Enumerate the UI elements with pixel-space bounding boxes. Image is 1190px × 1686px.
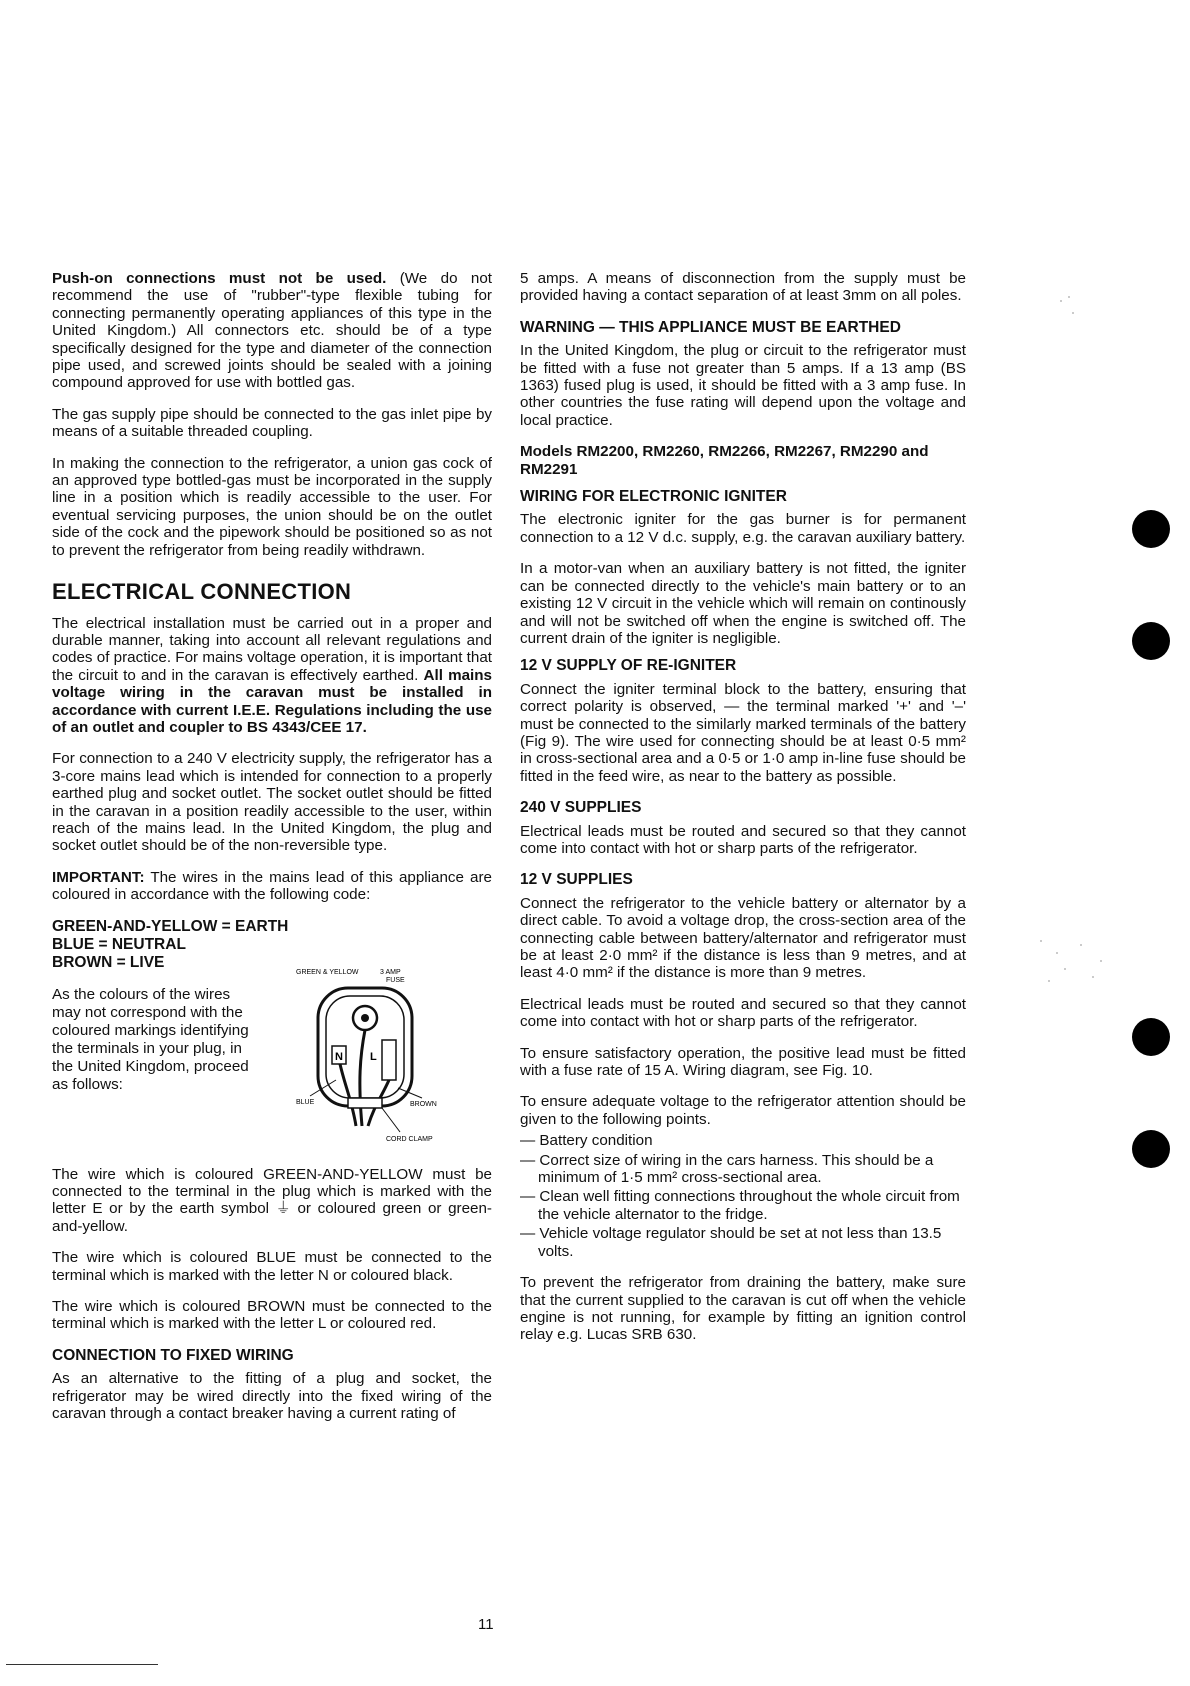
gas-supply-paragraph: The gas supply pipe should be connected to the gas inlet pipe by means of a suitable threaded coupling. [52,405,492,441]
blue-wire-paragraph: The wire which is coloured BLUE must be connected to the terminal which is marked with the letter N or coloured black. [52,1249,492,1284]
wire-colour-code [52,918,492,972]
scan-speck [1060,300,1062,302]
scan-speck [1068,296,1070,298]
scan-speck [1080,944,1082,946]
adequate-voltage-paragraph: To ensure adequate voltage to the refrigerator attention should be given to the following points. [520,1093,966,1128]
12v-cable-paragraph: Connect the refrigerator to the vehicle battery or alternator by a direct cable. To avoid a voltage drop, the cross-section area of the connecting cable between battery/alternator and refrigerator must be at least 2·0 mm² if the distance is less than 9 metres, and at least 4·0 mm² if the distance is more than 9 metres. [520,894,966,982]
push-on-warning: Push-on connections must not be used. [52,270,387,287]
binder-hole [1132,1130,1170,1168]
igniter-paragraph: The electronic igniter for the gas burner is for permanent connection to a 12 V d.c. supply, e.g. the caravan auxiliary battery. [520,511,966,546]
12v-supplies-heading: 12 V SUPPLIES [520,871,633,889]
code-earth: GREEN-AND-YELLOW = EARTH [52,917,289,935]
cord-clamp-leader [382,1108,400,1132]
fuse-rate-paragraph: To ensure satisfactory operation, the positive lead must be fitted with a fuse rate of 15 A. Wiring diagram, see Fig. 10. [520,1044,966,1080]
scan-speck [1092,976,1094,978]
fig-label-cord-clamp: CORD CLAMP [386,1135,433,1143]
gas-connections-paragraph: Push-on connections must not be used. (We do not recommend the use of "rubber"-type flexible tubing for connecting permanently operating appliances of this type in the United Kingdom.) All connectors etc. should be of a type specifically designed for the type and diameter of the connection pipe used, and screwed joints should be sealed with a joining compound approved for use with bottled gas. [52,270,492,392]
re-igniter-heading: 12 V SUPPLY OF RE-IGNITER [520,657,737,675]
battery-drain-paragraph: To prevent the refrigerator from draining the battery, make sure that the current supplied to the caravan is cut off when the vehicle engine is not running, for example by fitting an ignition control relay e.g. Lucas SRB 630. [520,1274,966,1344]
scan-speck [1040,940,1042,942]
fuse-holder [382,1040,396,1080]
binder-hole [1132,1018,1170,1056]
igniter-wiring-heading: WIRING FOR ELECTRONIC IGNITER [520,488,787,506]
terminal-n-label: N [335,1050,343,1063]
binder-hole [1132,622,1170,660]
electrical-installation-paragraph: The electrical installation must be carried out in a proper and durable manner, taking into account all relevant regulations and codes of practice. For mains voltage operation, it is important that the circuit to and in the caravan is effectively earthed. All mains voltage wiring in the caravan must be installed in accordance with current I.E.E. Regulations including the use of an outlet and coupler to BS 4343/CEE 17. [52,614,492,736]
scan-speck [1056,952,1058,954]
left-column [52,270,492,1436]
240v-leads-paragraph: Electrical leads must be routed and secured so that they cannot come into contact with hot or sharp parts of the refrigerator. [520,822,966,857]
electrical-connection-heading: ELECTRICAL CONNECTION [52,579,352,605]
voltage-points-list [520,1132,966,1260]
240v-supplies-heading: 240 V SUPPLIES [520,799,642,817]
fixed-wiring-heading: CONNECTION TO FIXED WIRING [52,1346,294,1364]
union-cock-paragraph: In making the connection to the refrigerator, a union gas cock of an approved type bottled-gas must be incorporated in the supply line in a position which is readily accessible to the user. For eventual servicing purposes, the union should be on the outlet side of the cock and the pipework should be positioned so as not to prevent the refrigerator from being readily withdrawn. [52,454,492,559]
code-neutral: BLUE = NEUTRAL [52,935,186,953]
fig-label-fuse: FUSE [386,976,405,984]
scan-speck [1072,312,1074,314]
green-yellow-paragraph: The wire which is coloured GREEN-AND-YELLOW must be connected to the terminal in the plug which is marked with the letter E or by the earth symbol ⏚ or coloured green or green-and-yellow. [52,1165,492,1235]
fig-label-green-yellow: GREEN & YELLOW [296,968,359,976]
240v-connection-paragraph: For connection to a 240 V electricity supply, the refrigerator has a 3-core mains lead which is intended for connection to a properly earthed plug and socket outlet. The socket outlet should be fitted in the caravan in a position readily accessible to the user, within reach of the mains lead. In the United Kingdom, the plug and socket outlet should be of the non-reversible type. [52,750,492,855]
earth-wire [360,1030,365,1126]
list-item: — Vehicle voltage regulator should be set at not less than 13.5 volts. [520,1225,942,1260]
fig-label-brown: BROWN [410,1100,437,1108]
scan-speck [1048,980,1050,982]
fig-label-3amp: 3 AMP [380,968,401,976]
list-item: — Correct size of wiring in the cars harness. This should be a minimum of 1·5 mm² cross-sectional area. [520,1151,934,1187]
earth-terminal-screw [361,1014,369,1022]
binder-hole [1132,510,1170,548]
disconnection-paragraph: 5 amps. A means of disconnection from the supply must be provided having a contact separation of at least 3mm on all poles. [520,270,966,305]
list-item: — Battery condition [520,1132,653,1150]
plug-instruction-text: As the colours of the wires may not correspond with the coloured markings identifying the terminals in your plug, in the United Kingdom, proceed as follows: [52,985,249,1093]
motor-van-paragraph: In a motor-van when an auxiliary battery is not fitted, the igniter can be connected directly to the vehicle's main battery or to an existing 12 V circuit in the vehicle which will remain on continously and will not be switched off when the engine is switched off. The current drain of the igniter is negligible. [520,560,966,647]
brown-wire-paragraph: The wire which is coloured BROWN must be connected to the terminal which is marked with the letter L or coloured red. [52,1298,492,1333]
page-number: 11 [478,1616,494,1633]
earthed-warning-heading: WARNING — THIS APPLIANCE MUST BE EARTHED [520,318,901,336]
right-column [520,270,966,1358]
plug-wiring-diagram [290,968,490,1151]
footer-rule [6,1664,158,1665]
cord-clamp [348,1098,382,1108]
important-paragraph: IMPORTANT: The wires in the mains lead of this appliance are coloured in accordance with the following code: [52,868,492,904]
code-live: BROWN = LIVE [52,953,165,971]
re-igniter-paragraph: Connect the igniter terminal block to the battery, ensuring that correct polarity is observed, — the terminal marked '+' and '–' must be connected to the similarly marked terminals of the battery (Fig 9). The wire used for connecting should be at least 0·5 mm² in cross-sectional area and a 0·5 or 1·0 amp in-line fuse should be fitted in the feed wire, as near to the battery as possible. [520,680,966,785]
models-heading: Models RM2200, RM2260, RM2266, RM2267, RM2290 and RM2291 [520,443,929,478]
neutral-wire [340,1064,356,1126]
fuse-paragraph: In the United Kingdom, the plug or circuit to the refrigerator must be fitted with a fuse not greater than 5 amps. If a 13 amp (BS 1363) fused plug is used, it should be fitted with a 3 amp fuse. In other countries the fuse rating will depend upon the voltage and local practice. [520,342,966,429]
plug-section [52,968,492,1154]
fixed-wiring-paragraph: As an alternative to the fitting of a plug and socket, the refrigerator may be wired directly into the fixed wiring of the caravan through a contact breaker having a current rating of [52,1370,492,1423]
terminal-l-label: L [370,1050,377,1063]
list-item: — Clean well fitting connections throughout the whole circuit from the vehicle alternator to the fridge. [520,1188,960,1223]
earth-symbol: ⏚ [275,1200,291,1218]
scan-speck [1064,968,1066,970]
fig-label-blue: BLUE [296,1098,315,1106]
12v-leads-paragraph: Electrical leads must be routed and secured so that they cannot come into contact with hot or sharp parts of the refrigerator. [520,995,966,1031]
scan-speck [1100,960,1102,962]
